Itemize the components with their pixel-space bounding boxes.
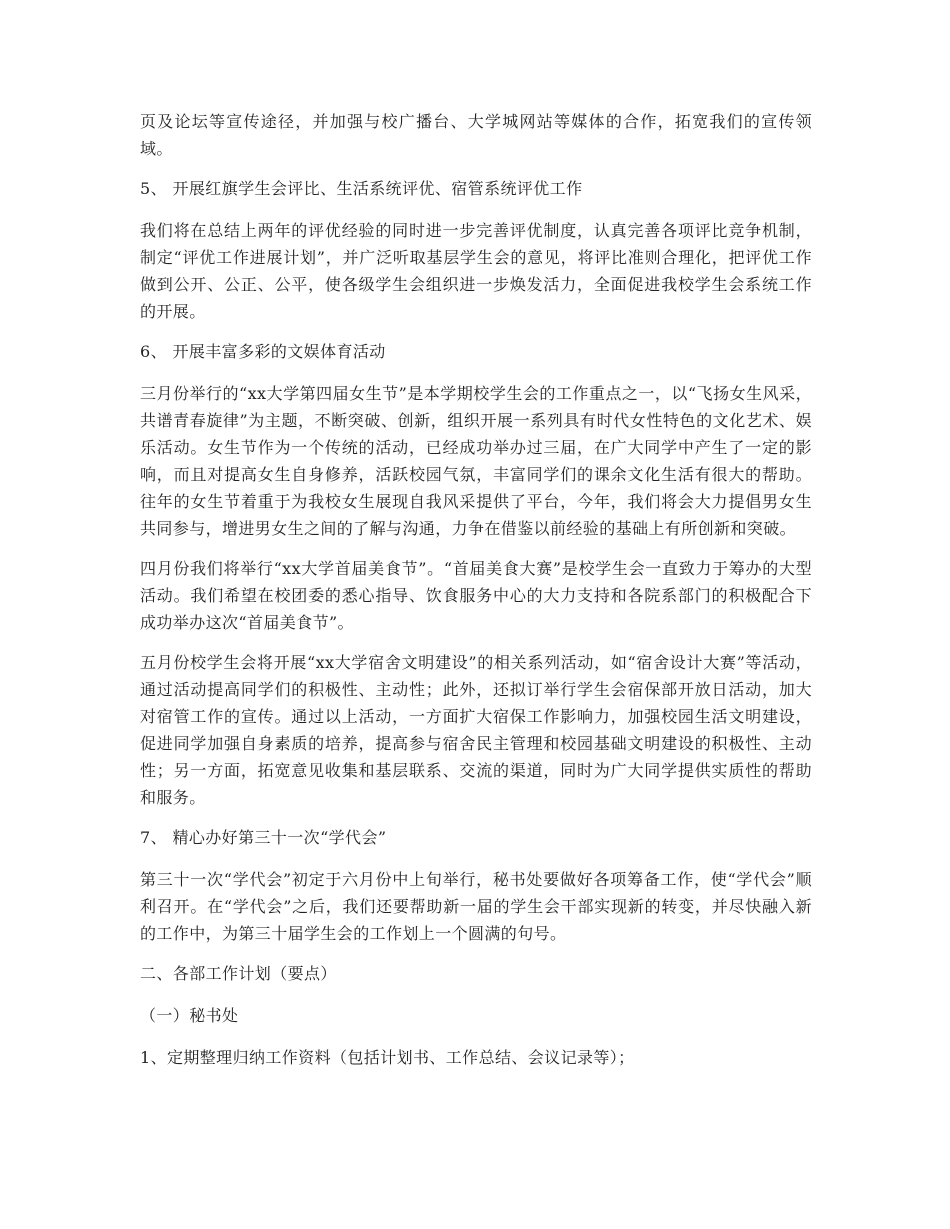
document-body bbox=[140, 108, 812, 1071]
heading-section-2: 二、各部工作计划（要点） bbox=[140, 964, 337, 983]
paragraph-dormitory: 五月份校学生会将开展“xx大学宿舍文明建设”的相关系列活动，如“宿舍设计大赛”等活动，通过活动提高同学们的积极性、主动性；此外，还拟订举行学生会宿保部开放日活动，加大对宿管工作的宣传。通过以上活动，一方面扩大宿保工作影响力，加强校园生活文明建设，促进同学加强自身素质的培养，提高参与宿舍民主管理和校园基础文明建设的积极性、主动性；另一方面，拓宽意见收集和基层联系、交流的渠道，同时为广大同学提供实质性的帮助和服务。 bbox=[140, 653, 812, 807]
heading-item-7: 7、 精心办好第三十一次“学代会” bbox=[140, 828, 387, 847]
paragraph-girls-festival: 三月份举行的“xx大学第四届女生节”是本学期校学生会的工作重点之一，以“飞扬女生风采，共谱青春旋律”为主题，不断突破、创新，组织开展一系列具有时代女性特色的文化艺术、娱乐活动。女生节作为一个传统的活动，已经成功举办过三届，在广大同学中产生了一定的影响，而且对提高女生自身修养，活跃校园气氛，丰富同学们的课余文化生活有很大的帮助。往年的女生节着重于为我校女生展现自我风采提供了平台，今年，我们将会大力提倡男女生共同参与，增进男女生之间的了解与沟通，力争在借鉴以前经验的基础上有所创新和突破。 bbox=[140, 384, 812, 538]
paragraph-evaluation: 我们将在总结上两年的评优经验的同时进一步完善评优制度，认真完善各项评比竞争机制，制定“评优工作进展计划”，并广泛听取基层学生会的意见，将评比准则合理化，把评优工作做到公开、公正、公平，使各级学生会组织进一步焕发活力，全面促进我校学生会系统工作的开展。 bbox=[140, 221, 812, 321]
heading-item-5: 5、 开展红旗学生会评比、生活系统评优、宿管系统评优工作 bbox=[140, 179, 583, 198]
paragraph-publicity-continued: 页及论坛等宣传途径，并加强与校广播台、大学城网站等媒体的合作，拓宽我们的宣传领域。 bbox=[140, 112, 812, 158]
heading-secretariat: （一）秘书处 bbox=[140, 1006, 239, 1025]
paragraph-food-festival: 四月份我们将举行“xx大学首届美食节”。“首届美食大赛”是校学生会一直致力于筹办的大型活动。我们希望在校团委的悉心指导、饮食服务中心的大力支持和各院系部门的积极配合下成功举办这次“首届美食节”。 bbox=[140, 559, 812, 632]
paragraph-congress: 第三十一次“学代会”初定于六月份中上旬举行，秘书处要做好各项筹备工作，使“学代会”顺利召开。在“学代会”之后，我们还要帮助新一届的学生会干部实现新的转变，并尽快融入新的工作中，为第三十届学生会的工作划上一个圆满的句号。 bbox=[140, 870, 812, 943]
list-item-1: 1、定期整理归纳工作资料（包括计划书、工作总结、会议记录等）； bbox=[140, 1048, 635, 1067]
heading-item-6: 6、 开展丰富多彩的文娱体育活动 bbox=[140, 342, 386, 361]
